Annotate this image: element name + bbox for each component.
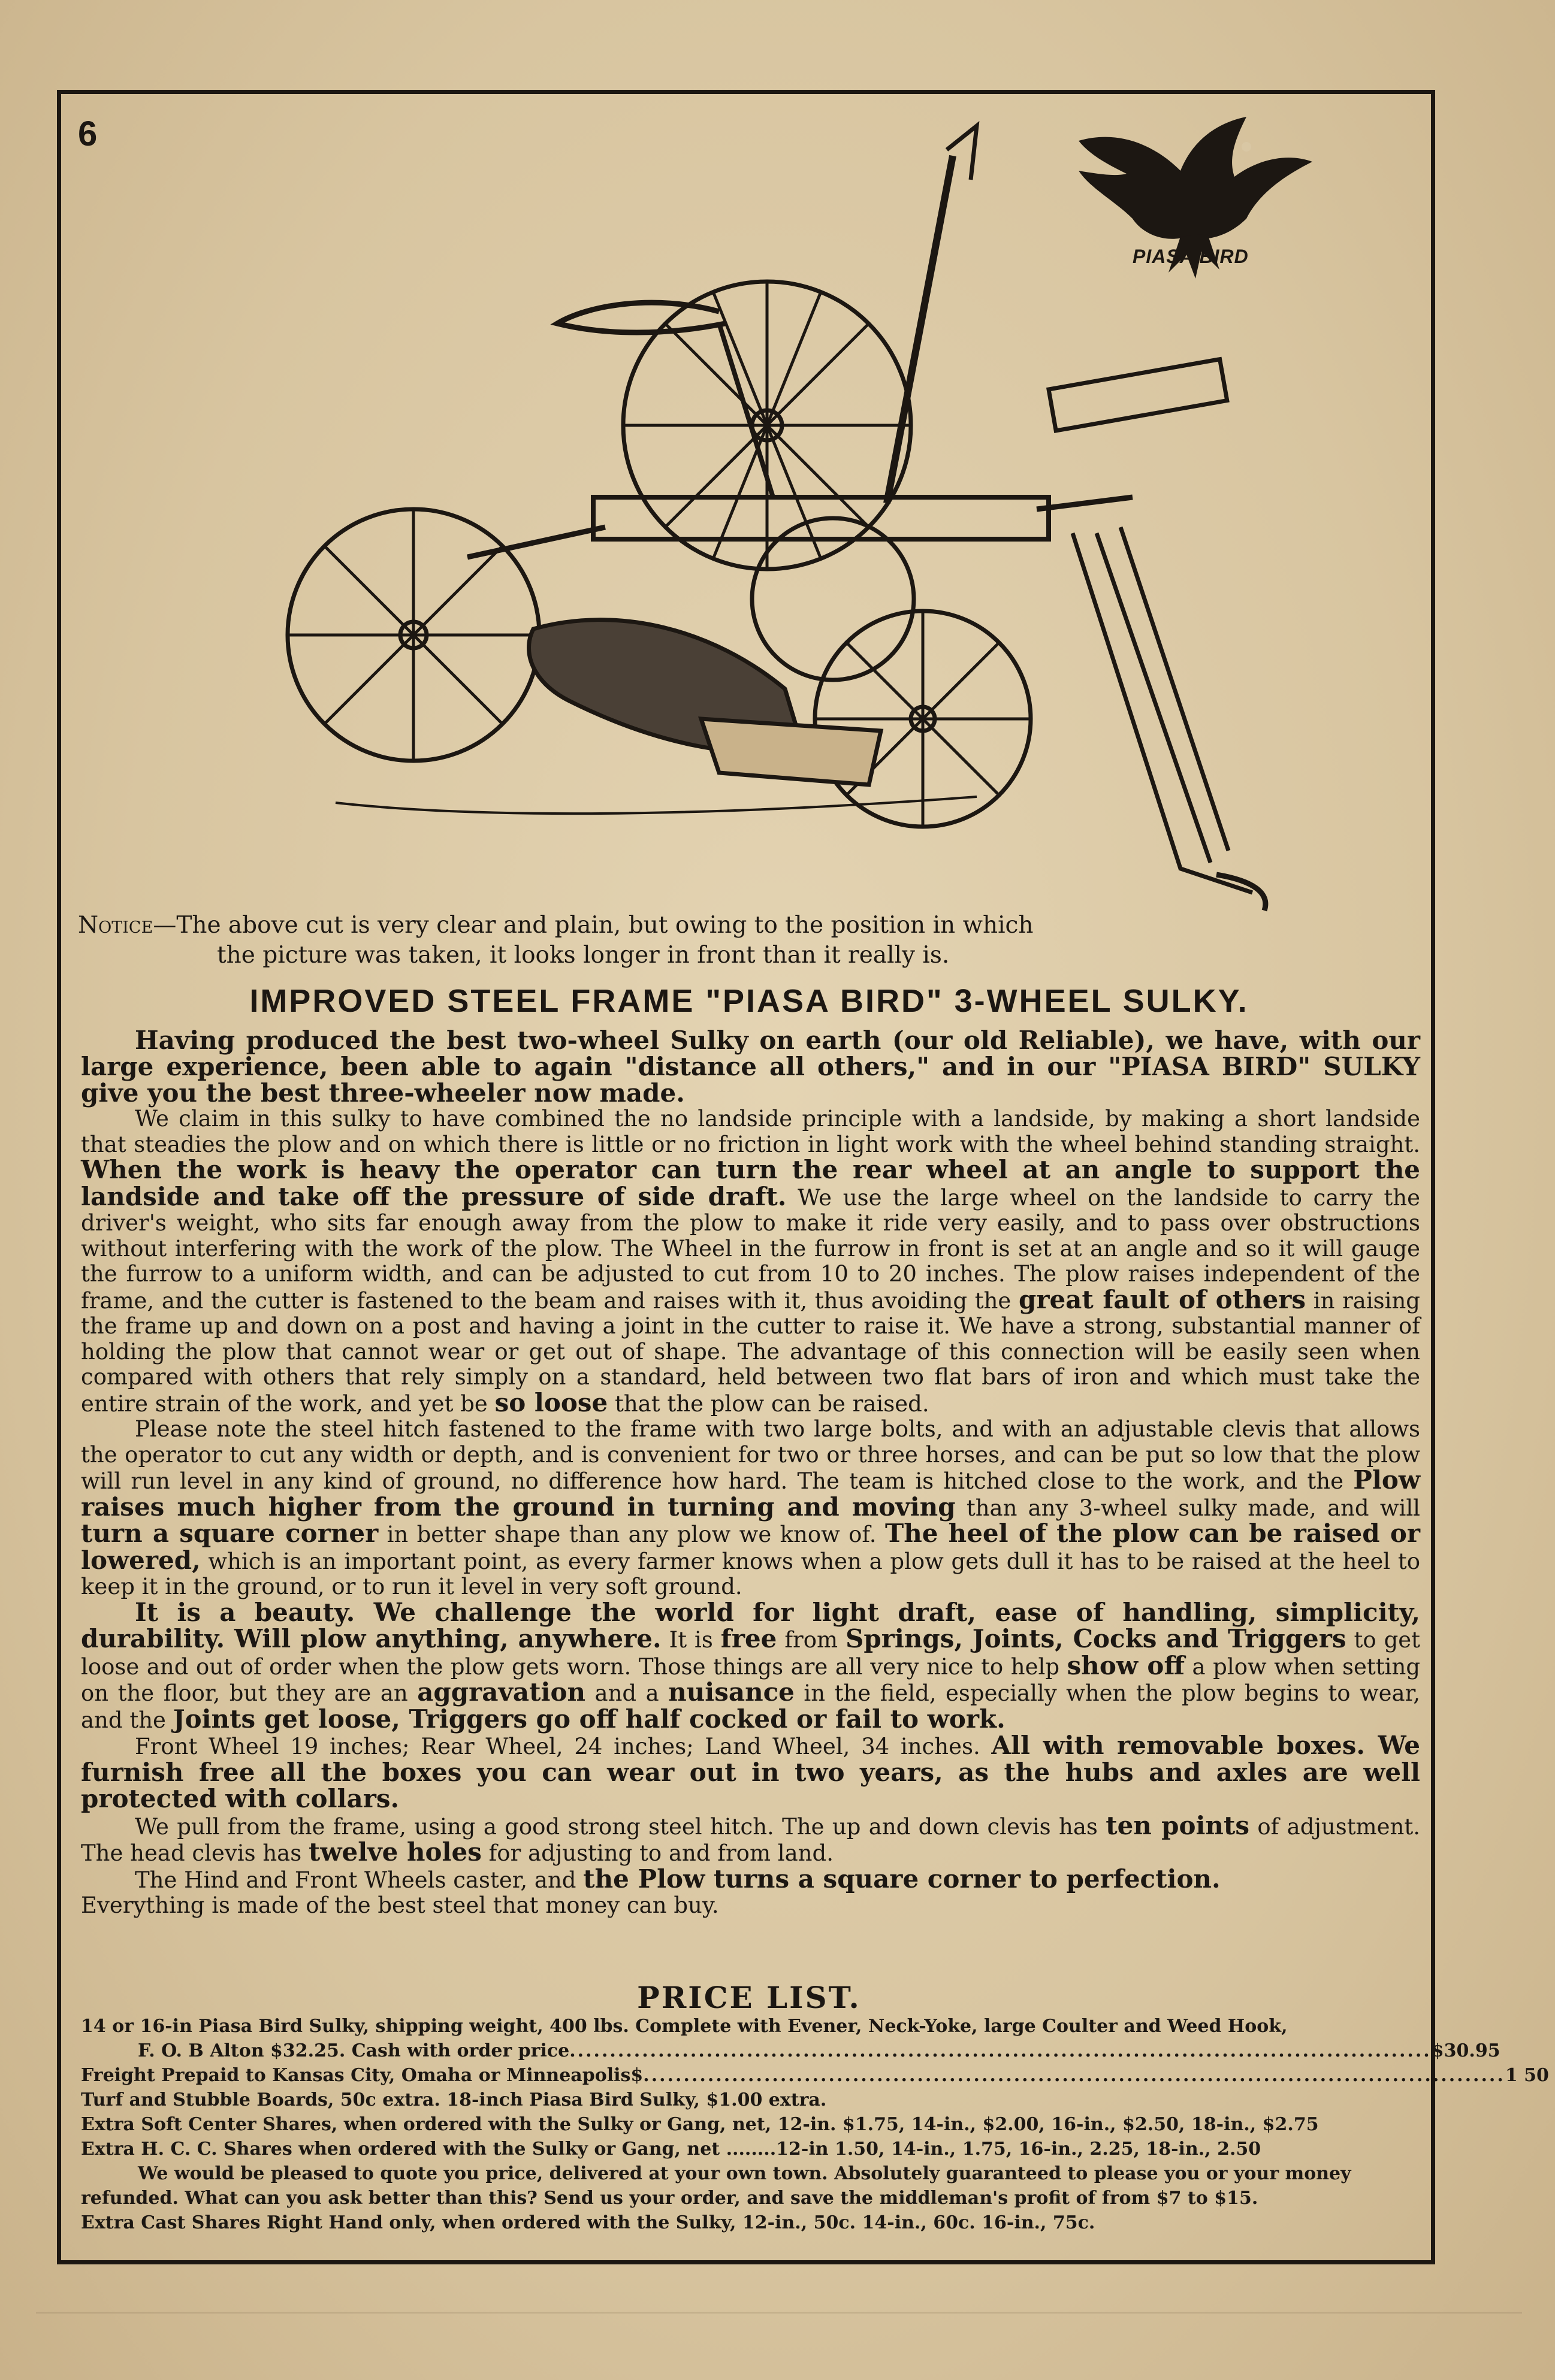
text-run: that the plow can be raised. [614,1390,929,1417]
price-row: 14 or 16-in Piasa Bird Sulky, shipping weight, 400 lbs. Complete with Evener, Neck-Yoke, large Coulter and Weed Hook, [81,2016,1288,2037]
price-row: Extra Soft Center Shares, when ordered with the Sulky or Gang, net, 12-in. $1.75, 14-in., $2.00, 16-in., $2.50, 18-in., $2.75 [81,2114,1319,2135]
paragraph-caster [81,1864,1420,1894]
paragraph-clevis [81,1810,1420,1867]
price-label: F. O. B Alton $32.25. Cash with order price [138,2040,570,2061]
price-row: Extra H. C. C. Shares when ordered with the Sulky or Gang, net ........12-in 1.50, 14-in., 1.75, 16-in., 2.25, 18-in., 2.50 [81,2139,1261,2160]
sulky-plow-illustration [198,114,1366,976]
text-run: We pull from the frame, using a good strong steel hitch. The up and down clevis has [135,1813,1098,1840]
paragraph-wheels [81,1733,1420,1813]
text-run: Front Wheel 19 inches; Rear Wheel, 24 inches; Land Wheel, 34 inches. [135,1734,980,1759]
text-run: We claim in this sulky to have combined the no landside principle with a landside, by making a short landside that steadies the plow and on which there is little or no friction in light work with the wheel behind standing straight. [81,1106,1420,1157]
text-run: than any 3-wheel sulky made, and will [966,1495,1421,1521]
notice-lead: Notice [78,912,153,939]
logo-text: PIASA BIRD [1133,246,1249,267]
article-heading: IMPROVED STEEL FRAME "PIASA BIRD" 3-WHEEL SULKY. [249,983,1249,1019]
price-row [81,2063,1549,2088]
text-run: in the field, especially when the plow begins to wear, and the [81,1680,1420,1733]
article-body [81,1027,1420,1919]
text-run: from [784,1627,838,1653]
price-list [81,2014,1549,2235]
paper-wear-mark [36,2312,1522,2314]
text-run-bold: twelve holes [308,1837,482,1867]
paragraph-beauty [81,1597,1421,1734]
text-run: We use the large wheel on the landside to carry the driver's weight, who sits far enough away from the plow to make it ride very easily, and to pass over obstructions without interfering with the work of the plow. The Wheel in the furrow in front is set at an angle and so it will gauge the furrow to a uniform width, and can be adjusted to cut from 10 to 20 inches. The plow raises independent of the frame, and the cutter is fastened to the beam and raises with it, thus avoiding the [81,1184,1420,1314]
text-run: and a [594,1680,659,1706]
text-run-bold: turn a square corner [81,1519,379,1548]
text-run: It is [669,1627,713,1653]
text-run-bold: When the work is heavy the operator can turn the rear wheel at an angle to support the landside and take off the pressure of side draft. [81,1155,1420,1211]
notice-paragraph [78,911,1396,970]
text-run-bold: ten points [1106,1810,1249,1840]
text-run: of adjustment. The head clevis has [81,1813,1420,1866]
text-run-bold: so loose [494,1387,608,1417]
leader-dots: ........................................................................................................... [643,2065,1505,2086]
text-run-bold: Plow raises much higher from the ground in turning and moving [81,1465,1420,1522]
text-run-bold: All with removable boxes. We furnish free all the boxes you can wear out in two years, as the hubs and axles are well protected with collars. [81,1731,1420,1813]
text-run-bold: aggravation [417,1677,586,1707]
price-row: Extra Cast Shares Right Hand only, when ordered with the Sulky, 12-in., 50c. 14-in., 60c. 16-in., 75c. [81,2212,1095,2233]
price-value: $30.95 [1431,2040,1500,2061]
text-run: Please note the steel hitch fastened to the frame with two large bolts, and with an adjustable clevis that allows the operator to cut any width or depth, and is convenient for two or three horses, and can be put so low that the plow will run level in any kind of ground, no difference how hard. The team is hitched close to the work, and the [81,1416,1420,1494]
text-run-bold: Springs, Joints, Cocks and Triggers [846,1624,1346,1653]
text-run-bold: It is a beauty. We challenge the world for light draft, ease of handling, simplicity, durability. Will plow anything, anywhere. [81,1597,1420,1653]
paragraph-intro: Having produced the best two-wheel Sulky on earth (our old Reliable), we have, with our large experience, been able to again "distance all others," and in our "PIASA BIRD" SULKY give you the best three-wheeler now made. [81,1026,1420,1108]
price-label: Freight Prepaid to Kansas City, Omaha or Minneapolis [81,2065,631,2086]
text-run-bold: the Plow turns a square corner to perfection. [583,1864,1221,1894]
text-run: for adjusting to and from land. [488,1840,834,1866]
price-row: refunded. What can you ask better than this? Send us your order, and save the middleman's profit of from $7 to $15. [81,2188,1258,2209]
price-mark: $ [630,2065,644,2086]
price-list-title: PRICE LIST. [637,1980,861,2015]
leader-dots: ........................................................................................................... [569,2040,1432,2061]
paragraph-hitch [81,1417,1420,1600]
notice-line-2: the picture was taken, it looks longer in front than it really is. [217,942,950,969]
notice-line-1: —The above cut is very clear and plain, but owing to the position in which [153,912,1034,939]
price-row [81,2039,1500,2063]
text-run-bold: free [720,1624,777,1653]
price-value: 1 50 [1505,2065,1549,2086]
price-row: Turf and Stubble Boards, 50c extra. 18-inch Piasa Bird Sulky, $1.00 extra. [81,2089,827,2110]
text-run-bold: Joints get loose, Triggers go off half cocked or fail to work. [173,1704,1006,1734]
text-run: a plow when setting on the floor, but they are an [81,1653,1421,1706]
page-number: 6 [78,114,98,153]
paragraph-steel: Everything is made of the best steel that money can buy. [81,1892,719,1918]
text-run: in raising the frame up and down on a post and having a joint in the cutter to raise it. We have a strong, substantial manner of holding the plow that cannot wear or get out of shape. The advantage of this connection will be easily seen when compared with others that rely simply on a standard, held between two flat bars of iron and which must take the entire strain of the work, and yet be [81,1287,1420,1417]
text-run: in better shape than any plow we know of. [387,1522,877,1547]
text-run-bold: great fault of others [1018,1284,1306,1314]
text-run-bold: The heel of the plow can be raised or lowered, [81,1519,1421,1575]
price-row: We would be pleased to quote you price, delivered at your own town. Absolutely guaranteed to please you or your money [138,2163,1351,2184]
text-run-bold: nuisance [668,1677,795,1707]
paragraph-landside [81,1106,1420,1417]
text-run: which is an important point, as every farmer knows when a plow gets dull it has to be raised at the heel to keep it in the ground, or to run it level in very soft ground. [81,1548,1420,1599]
text-run-bold: show off [1067,1650,1185,1680]
text-run: The Hind and Front Wheels caster, and [135,1867,576,1893]
text-run: to get loose and out of order when the plow gets worn. Those things are all very nice to help [81,1627,1421,1680]
